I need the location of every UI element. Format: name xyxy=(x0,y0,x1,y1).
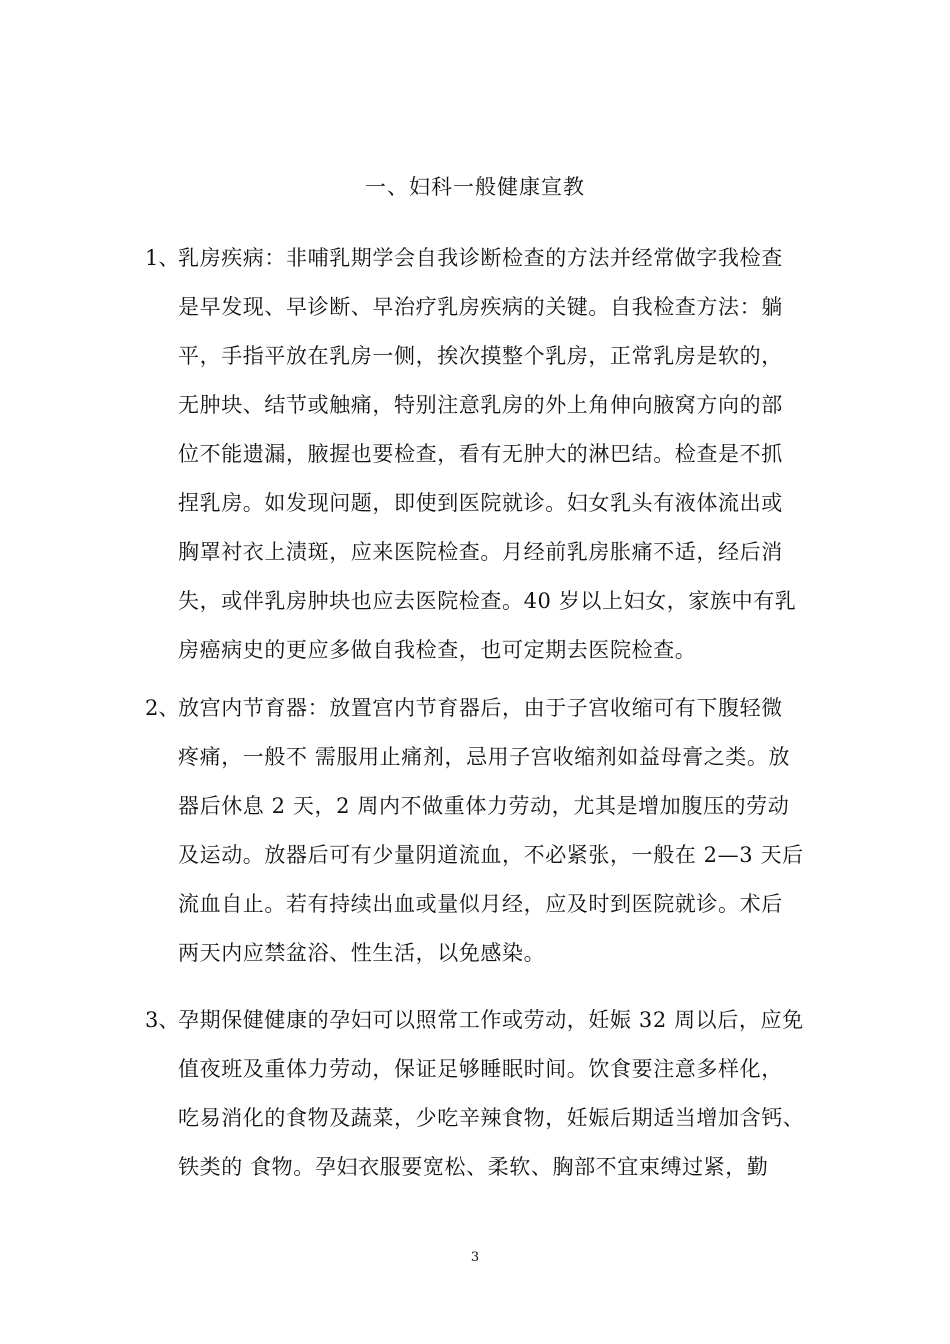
item-number: 1、 xyxy=(145,246,180,270)
section-title: 一、妇科一般健康宣教 xyxy=(365,175,585,199)
item-line: 乳房疾病：非哺乳期学会自我诊断检查的方法并经常做字我检查 xyxy=(178,246,783,270)
list-item-breast-disease xyxy=(145,234,810,675)
item-line: 平，手指平放在乳房一侧，挨次摸整个乳房，正常乳房是软的， xyxy=(178,344,783,368)
item-line: 放宫内节育器：放置宫内节育器后，由于子宫收缩可有下腹轻微 xyxy=(178,696,783,720)
page-number: 3 xyxy=(470,1250,480,1265)
item-line: 疼痛，一般不 需服用止痛剂，忌用子宫收缩剂如益母膏之类。放 xyxy=(178,745,791,769)
list-item-iud xyxy=(145,684,810,978)
item-line: 值夜班及重体力劳动，保证足够睡眠时间。饮食要注意多样化， xyxy=(178,1057,783,1081)
item-number: 3、 xyxy=(145,1008,180,1032)
item-line: 器后休息 2 天，2 周内不做重体力劳动，尤其是增加腹压的劳动 xyxy=(178,794,790,818)
item-line: 孕期保健健康的孕妇可以照常工作或劳动，妊娠 32 周以后，应免 xyxy=(178,1008,804,1032)
item-text xyxy=(145,234,810,675)
item-line: 流血自止。若有持续出血或量似月经，应及时到医院就诊。术后 xyxy=(178,892,783,916)
item-line: 两天内应禁盆浴、性生活，以免感染。 xyxy=(178,941,546,965)
item-line: 及运动。放器后可有少量阴道流血，不必紧张，一般在 2—3 天后 xyxy=(178,843,804,867)
item-text xyxy=(145,684,810,978)
list-item-pregnancy-care xyxy=(145,996,810,1192)
item-line: 房癌病史的更应多做自我检查，也可定期去医院检查。 xyxy=(178,638,697,662)
item-line: 胸罩衬衣上渍斑，应来医院检查。月经前乳房胀痛不适，经后消 xyxy=(178,540,783,564)
item-line: 吃易消化的食物及蔬菜，少吃辛辣食物，妊娠后期适当增加含钙、 xyxy=(178,1106,805,1130)
item-line: 铁类的 食物。孕妇衣服要宽松、柔软、胸部不宜束缚过紧，勤 xyxy=(178,1155,769,1179)
item-line: 是早发现、早诊断、早治疗乳房疾病的关键。自我检查方法：躺 xyxy=(178,295,783,319)
item-line: 无肿块、结节或触痛，特别注意乳房的外上角伸向腋窝方向的部 xyxy=(178,393,783,417)
item-line: 捏乳房。如发现问题，即使到医院就诊。妇女乳头有液体流出或 xyxy=(178,491,783,515)
item-number: 2、 xyxy=(145,696,180,720)
item-text xyxy=(145,996,810,1192)
item-line: 位不能遗漏，腋握也要检查，看有无肿大的淋巴结。检查是不抓 xyxy=(178,442,783,466)
item-line: 失，或伴乳房肿块也应去医院检查。40 岁以上妇女，家族中有乳 xyxy=(178,589,797,613)
